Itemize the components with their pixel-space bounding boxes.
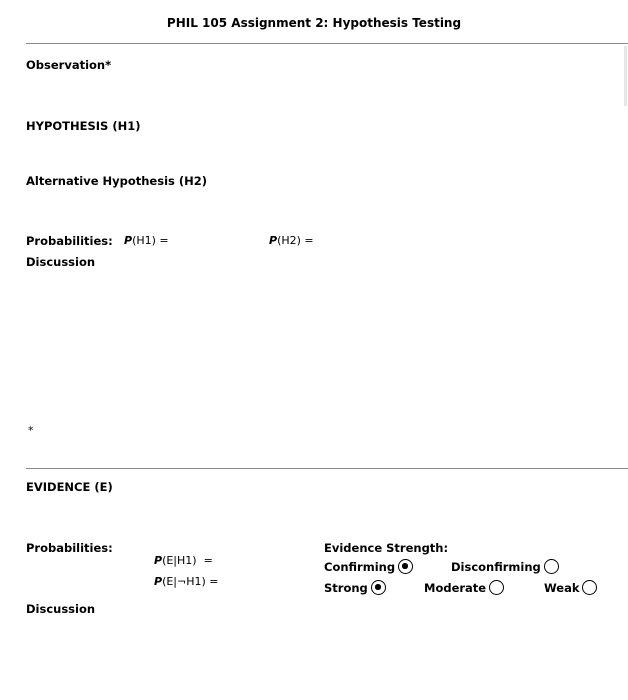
- radio-selected-icon[interactable]: [371, 580, 386, 595]
- p-symbol: P: [269, 234, 278, 247]
- hypothesis-h1-label: HYPOTHESIS (H1): [26, 119, 141, 133]
- p-h1-text: (H1) =: [132, 234, 169, 247]
- radio-label: Disconfirming: [451, 559, 541, 574]
- radio-label: Weak: [544, 580, 580, 595]
- evidence-discussion-label: Discussion: [26, 602, 96, 616]
- radio-empty-icon[interactable]: [489, 580, 504, 595]
- p-h1-field[interactable]: [124, 234, 169, 247]
- radio-label: Strong: [324, 580, 368, 595]
- hypothesis-probabilities-label: Probabilities:: [26, 234, 113, 248]
- radio-strong[interactable]: [324, 580, 386, 595]
- p-symbol: P: [154, 554, 163, 567]
- radio-disconfirming[interactable]: [451, 559, 559, 574]
- p-symbol: P: [154, 575, 163, 588]
- p-symbol: P: [124, 234, 133, 247]
- radio-empty-icon[interactable]: [582, 580, 597, 595]
- radio-label: Moderate: [424, 580, 487, 595]
- footnote-asterisk: *: [28, 424, 34, 437]
- p-e-given-not-h1-field[interactable]: [147, 562, 219, 588]
- divider-top: [26, 43, 628, 44]
- page-title: PHIL 105 Assignment 2: Hypothesis Testing: [166, 16, 462, 30]
- radio-selected-icon[interactable]: [398, 559, 413, 574]
- hypothesis-h2-label: Alternative Hypothesis (H2): [26, 174, 208, 188]
- evidence-label: EVIDENCE (E): [26, 480, 113, 494]
- p-h2-field[interactable]: [269, 234, 314, 247]
- radio-empty-icon[interactable]: [544, 559, 559, 574]
- observation-label: Observation*: [26, 58, 112, 72]
- radio-confirming[interactable]: [324, 559, 413, 574]
- evidence-probabilities-label: Probabilities:: [26, 541, 113, 555]
- evidence-strength-label: Evidence Strength:: [324, 541, 449, 555]
- scroll-edge: [624, 46, 627, 106]
- p-h2-text: (H2) =: [277, 234, 314, 247]
- radio-label: Confirming: [324, 559, 396, 574]
- p-e-given-h1-text: (E|H1) =: [162, 554, 213, 567]
- radio-moderate[interactable]: [424, 580, 504, 595]
- divider-evidence: [26, 468, 628, 469]
- hypothesis-discussion-label: Discussion: [26, 255, 96, 269]
- radio-weak[interactable]: [544, 580, 597, 595]
- p-e-given-not-h1-text: (E|¬H1) =: [162, 575, 219, 588]
